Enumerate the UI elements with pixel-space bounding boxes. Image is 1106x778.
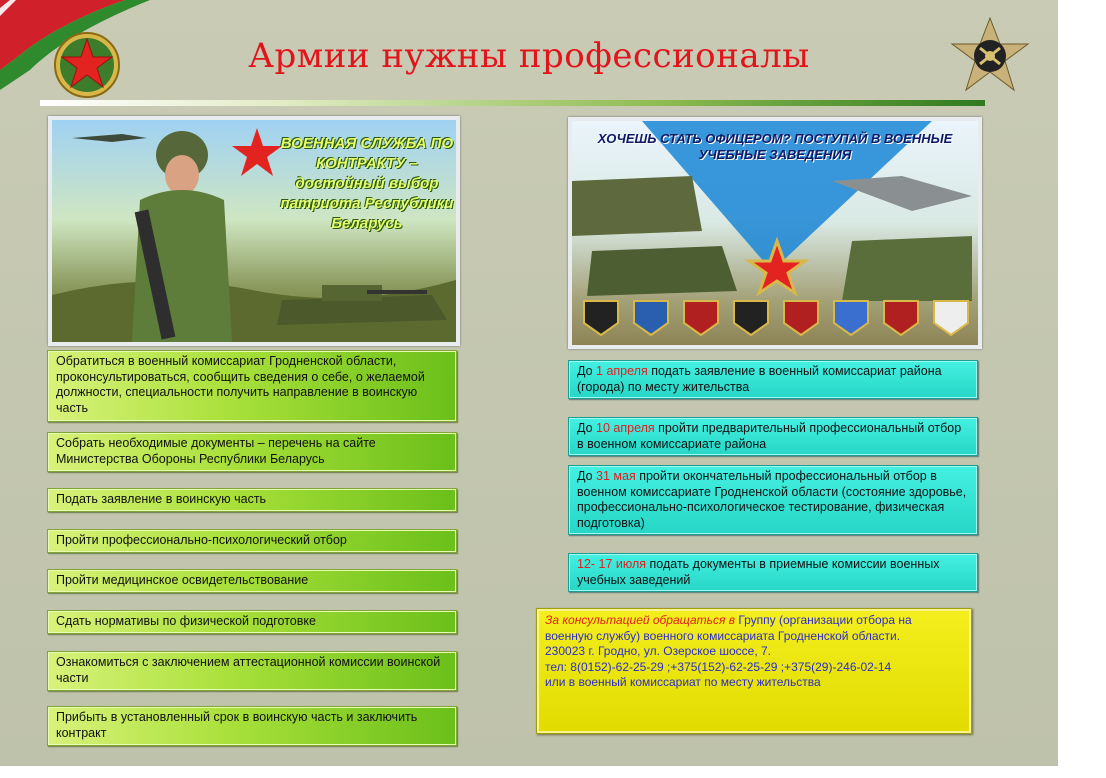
contact-phones: тел: 8(0152)-62-25-29 ;+375(152)-62-25-29 ;+375(29)-246-02-14 bbox=[545, 659, 892, 674]
deadline-text: пройти окончательный профессиональный отбор в военном комиссариате Гродненской области (состояние здоровье, профессионально-психологическое тестирование, физическая подготовка) bbox=[577, 469, 967, 530]
page-title: Армии нужны профессионалы bbox=[248, 36, 810, 76]
deadline-date: 1 апреля bbox=[596, 364, 648, 378]
left-step: Собрать необходимые документы – перечень на сайте Министерства Обороны Республики Беларусь bbox=[47, 432, 457, 472]
contact-address: 230023 г. Гродно, ул. Озерское шоссе, 7. bbox=[545, 644, 772, 658]
contact-line: военную службу) военного комиссариата Гродненской области. bbox=[545, 628, 901, 643]
deadline-text: подать заявление в военный комиссариат района (города) по месту жительства bbox=[577, 364, 942, 394]
poster-caption-right: ХОЧЕШЬ СТАТЬ ОФИЦЕРОМ? ПОСТУПАЙ В ВОЕННЫЕ УЧЕБНЫЕ ЗАВЕДЕНИЯ bbox=[597, 131, 953, 162]
left-step: Обратиться в военный комиссариат Гродненской области, проконсультироваться, сообщить сведения о себе, о желаемой должности, специальности получить направление в воинскую часть bbox=[47, 350, 457, 422]
deadline-step bbox=[568, 417, 978, 456]
left-step: Прибыть в установленный срок в воинскую часть и заключить контракт bbox=[47, 706, 457, 746]
deadline-step bbox=[568, 465, 978, 535]
left-step: Пройти медицинское освидетельствование bbox=[47, 569, 457, 593]
contract-service-poster bbox=[48, 116, 460, 346]
deadline-date: 31 мая bbox=[596, 469, 636, 483]
deadline-date: 10 апреля bbox=[596, 421, 655, 435]
left-step: Пройти профессионально-психологический отбор bbox=[47, 529, 457, 553]
deadline-date: 12- 17 июля bbox=[577, 557, 647, 571]
poster-caption-left: ВОЕННАЯ СЛУЖБА ПО КОНТРАКТУ – достойный выбор патриота Республики Беларусь bbox=[280, 135, 454, 232]
left-step: Ознакомиться с заключением аттестационной комиссии воинской части bbox=[47, 651, 457, 691]
officer-recruitment-poster bbox=[568, 117, 982, 349]
title-divider bbox=[40, 100, 985, 106]
contact-line: или в военный комиссариат по месту жительства bbox=[545, 675, 821, 689]
deadline-prefix: До bbox=[577, 421, 597, 435]
deadline-prefix: До bbox=[577, 364, 597, 378]
left-step: Сдать нормативы по физической подготовке bbox=[47, 610, 457, 634]
left-step: Подать заявление в воинскую часть bbox=[47, 488, 457, 512]
contact-line: Группу (организации отбора на bbox=[734, 613, 912, 627]
deadline-text: пройти предварительный профессиональный отбор в военном комиссариате района bbox=[577, 421, 962, 451]
deadline-step bbox=[568, 553, 978, 592]
deadline-text: подать документы в приемные комиссии военных учебных заведений bbox=[577, 557, 940, 587]
deadline-step bbox=[568, 360, 978, 399]
contact-lead: За консультацией обращаться в bbox=[545, 613, 735, 627]
deadline-prefix: До bbox=[577, 469, 597, 483]
contact-info-box bbox=[536, 608, 972, 734]
